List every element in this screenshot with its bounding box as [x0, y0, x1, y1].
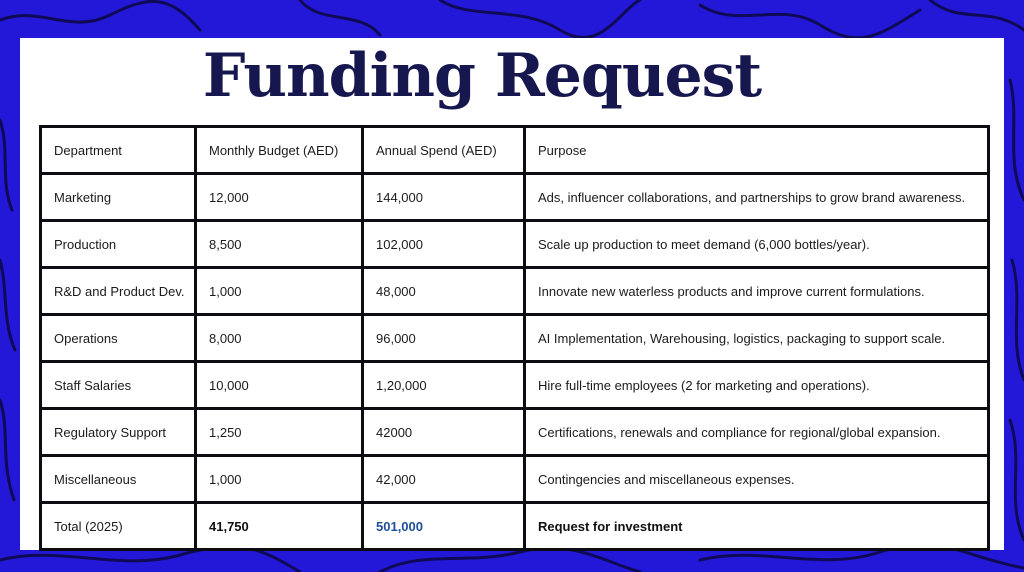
header-department: Department: [41, 127, 196, 174]
cell-monthly-budget: 10,000: [196, 362, 363, 409]
cell-monthly-budget: 8,000: [196, 315, 363, 362]
cell-department: R&D and Product Dev.: [41, 268, 196, 315]
table-row: [41, 362, 989, 409]
cell-annual-spend: 102,000: [363, 221, 525, 268]
cell-purpose: Innovate new waterless products and improve current formulations.: [525, 268, 989, 315]
cell-purpose: Hire full-time employees (2 for marketing and operations).: [525, 362, 989, 409]
table-row: [41, 221, 989, 268]
header-annual-spend: Annual Spend (AED): [363, 127, 525, 174]
cell-annual-spend: 144,000: [363, 174, 525, 221]
cell-department: Regulatory Support: [41, 409, 196, 456]
table-row: [41, 315, 989, 362]
cell-annual-spend: 1,20,000: [363, 362, 525, 409]
header-monthly-budget: Monthly Budget (AED): [196, 127, 363, 174]
table-header-row: [41, 127, 989, 174]
table-total-row: [41, 503, 989, 550]
cell-monthly-budget: 1,250: [196, 409, 363, 456]
cell-purpose: Certifications, renewals and compliance for regional/global expansion.: [525, 409, 989, 456]
page-title: Funding Request: [202, 41, 762, 111]
cell-purpose: Contingencies and miscellaneous expenses.: [525, 456, 989, 503]
total-label: Total (2025): [41, 503, 196, 550]
table-row: [41, 268, 989, 315]
total-monthly-budget: 41,750: [196, 503, 363, 550]
cell-purpose: Scale up production to meet demand (6,000 bottles/year).: [525, 221, 989, 268]
cell-department: Operations: [41, 315, 196, 362]
cell-monthly-budget: 12,000: [196, 174, 363, 221]
cell-purpose: Ads, influencer collaborations, and partnerships to grow brand awareness.: [525, 174, 989, 221]
cell-annual-spend: 48,000: [363, 268, 525, 315]
total-annual-spend: 501,000: [363, 503, 525, 550]
total-purpose: Request for investment: [525, 503, 989, 550]
table-row: [41, 174, 989, 221]
cell-purpose: AI Implementation, Warehousing, logistics, packaging to support scale.: [525, 315, 989, 362]
cell-department: Miscellaneous: [41, 456, 196, 503]
funding-table: [39, 125, 990, 551]
cell-department: Marketing: [41, 174, 196, 221]
cell-department: Staff Salaries: [41, 362, 196, 409]
table-row: [41, 409, 989, 456]
cell-annual-spend: 42000: [363, 409, 525, 456]
table-row: [41, 456, 989, 503]
cell-annual-spend: 42,000: [363, 456, 525, 503]
cell-annual-spend: 96,000: [363, 315, 525, 362]
cell-monthly-budget: 8,500: [196, 221, 363, 268]
cell-department: Production: [41, 221, 196, 268]
cell-monthly-budget: 1,000: [196, 268, 363, 315]
cell-monthly-budget: 1,000: [196, 456, 363, 503]
header-purpose: Purpose: [525, 127, 989, 174]
content-card: [20, 38, 1004, 550]
